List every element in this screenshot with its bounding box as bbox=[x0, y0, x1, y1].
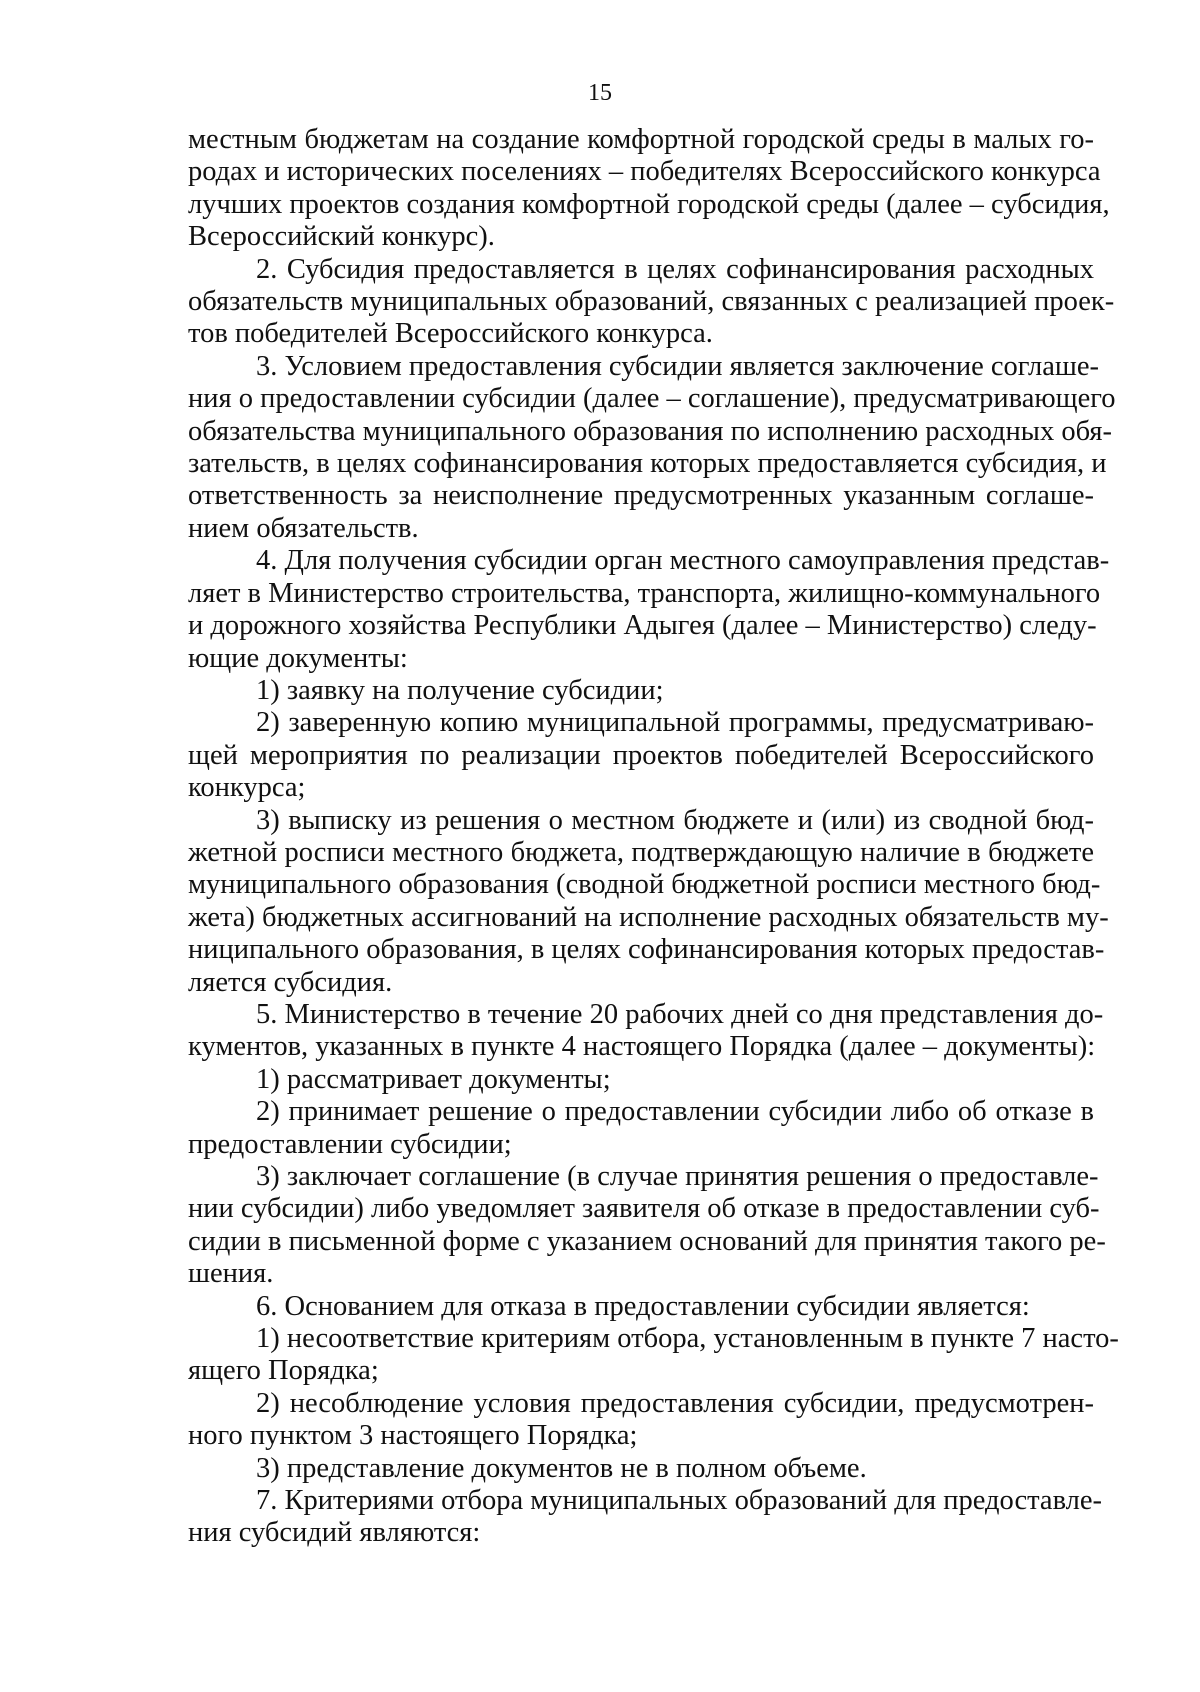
text-line: ния субсидий являются: bbox=[188, 1517, 481, 1549]
text-line: 3. Условием предоставления субсидии является заключение соглаше- bbox=[256, 350, 1100, 382]
text-line: Всероссийский конкурс). bbox=[188, 221, 495, 253]
text-line: муниципального образования (сводной бюджетной росписи местного бюд- bbox=[188, 869, 1101, 901]
text-line: 2) заверенную копию муниципальной программы, предусматриваю- bbox=[256, 707, 1094, 739]
page-number: 15 bbox=[588, 80, 612, 106]
text-line: нии субсидии) либо уведомляет заявителя об отказе в предоставлении суб- bbox=[188, 1193, 1100, 1225]
body-text bbox=[188, 124, 1119, 1550]
text-line: 1) рассматривает документы; bbox=[256, 1063, 611, 1095]
text-line: обязательства муниципального образования по исполнению расходных обя- bbox=[188, 415, 1112, 447]
text-line: ниципального образования, в целях софинансирования которых предостав- bbox=[188, 934, 1105, 966]
text-line: ния о предоставлении субсидии (далее – соглашение), предусматривающего bbox=[188, 383, 1116, 415]
text-line: 3) выписку из решения о местном бюджете и (или) из сводной бюд- bbox=[256, 804, 1094, 836]
text-line: ответственность за неисполнение предусмотренных указанным соглаше- bbox=[188, 480, 1094, 512]
text-line: жета) бюджетных ассигнований на исполнение расходных обязательств му- bbox=[188, 901, 1109, 933]
text-line: ящего Порядка; bbox=[188, 1355, 379, 1387]
text-line: ного пунктом 3 настоящего Порядка; bbox=[188, 1420, 638, 1452]
text-line: 5. Министерство в течение 20 рабочих дней со дня представления до- bbox=[256, 998, 1104, 1030]
text-line: нием обязательств. bbox=[188, 512, 419, 544]
text-line: шения. bbox=[188, 1258, 274, 1290]
text-line: 1) несоответствие критериям отбора, установленным в пункте 7 насто- bbox=[256, 1323, 1119, 1355]
text-line: и дорожного хозяйства Республики Адыгея (далее – Министерство) следу- bbox=[188, 610, 1097, 642]
text-line: 2) принимает решение о предоставлении субсидии либо об отказе в bbox=[256, 1096, 1094, 1128]
text-line: 6. Основанием для отказа в предоставлении субсидии является: bbox=[256, 1290, 1030, 1322]
text-line: щей мероприятия по реализации проектов победителей Всероссийского bbox=[188, 739, 1094, 771]
text-line: конкурса; bbox=[188, 772, 306, 804]
text-line: ляет в Министерство строительства, транспорта, жилищно-коммунального bbox=[188, 577, 1101, 609]
text-line: предоставлении субсидии; bbox=[188, 1128, 512, 1160]
text-line: 1) заявку на получение субсидии; bbox=[256, 674, 664, 706]
text-line: 3) представление документов не в полном объеме. bbox=[256, 1452, 867, 1484]
text-line: ющие документы: bbox=[188, 642, 408, 674]
text-line: зательств, в целях софинансирования которых предоставляется субсидия, и bbox=[188, 448, 1107, 480]
text-line: тов победителей Всероссийского конкурса. bbox=[188, 318, 713, 350]
text-line: лучших проектов создания комфортной городской среды (далее – субсидия, bbox=[188, 188, 1110, 220]
text-line: кументов, указанных в пункте 4 настоящего Порядка (далее – документы): bbox=[188, 1031, 1096, 1063]
text-line: ляется субсидия. bbox=[188, 966, 393, 998]
text-line: 3) заключает соглашение (в случае принятия решения о предоставле- bbox=[256, 1161, 1099, 1192]
text-line: жетной росписи местного бюджета, подтверждающую наличие в бюджете bbox=[188, 836, 1094, 868]
text-line: местным бюджетам на создание комфортной городской среды в малых го- bbox=[188, 124, 1094, 155]
text-line: 4. Для получения субсидии орган местного самоуправления представ- bbox=[256, 545, 1110, 577]
text-line: сидии в письменной форме с указанием оснований для принятия такого ре- bbox=[188, 1225, 1106, 1257]
text-line: обязательств муниципальных образований, связанных с реализацией проек- bbox=[188, 286, 1115, 318]
text-line: 2. Субсидия предоставляется в целях софинансирования расходных bbox=[256, 253, 1094, 285]
text-line: 7. Критериями отбора муниципальных образований для предоставле- bbox=[256, 1485, 1103, 1517]
text-line: 2) несоблюдение условия предоставления субсидии, предусмотрен- bbox=[256, 1387, 1094, 1419]
text-line: родах и исторических поселениях – победителях Всероссийского конкурса bbox=[188, 156, 1101, 188]
